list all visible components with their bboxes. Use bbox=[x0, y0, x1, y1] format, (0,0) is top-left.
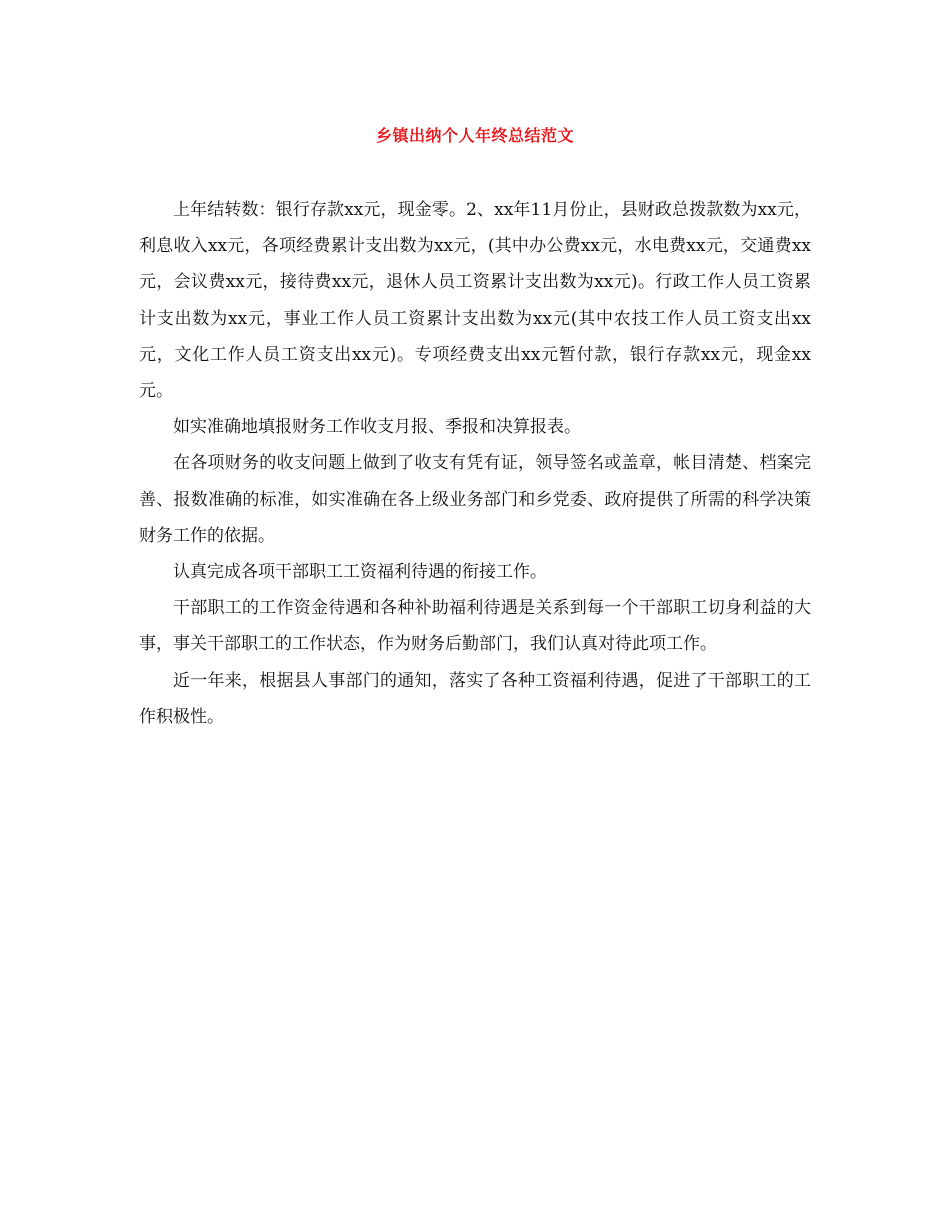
paragraph-5: 干部职工的工作资金待遇和各种补助福利待遇是关系到每一个干部职工切身利益的大事，事关干部职工的工作状态，作为财务后勤部门，我们认真对待此项工作。 bbox=[139, 598, 811, 655]
paragraph-1: 上年结转数：银行存款xx元，现金零。2、xx年11月份止，县财政总拨款数为xx元，利息收入xx元，各项经费累计支出数为xx元，(其中办公费xx元，水电费xx元，交通费xx元，会议费xx元，接待费xx元，退休人员工资累计支出数为xx元)。行政工作人员工资累计支出数为xx元，事业工作人员工资累计支出数为xx元(其中农技工作人员工资支出xx元，文化工作人员工资支出xx元)。专项经费支出xx元暂付款，银行存款xx元，现金xx元。 bbox=[139, 200, 811, 402]
document-title: 乡镇出纳个人年终总结范文 bbox=[375, 126, 574, 145]
paragraph-3: 在各项财务的收支问题上做到了收支有凭有证，领导签名或盖章，帐目清楚、档案完善、报数准确的标准，如实准确在各上级业务部门和乡党委、政府提供了所需的科学决策财务工作的依据。 bbox=[139, 453, 811, 546]
document-body bbox=[139, 192, 811, 735]
paragraph-6: 近一年来，根据县人事部门的通知，落实了各种工资福利待遇，促进了干部职工的工作积极性。 bbox=[139, 670, 811, 727]
paragraph-2: 如实准确地填报财务工作收支月报、季报和决算报表。 bbox=[173, 417, 581, 438]
paragraph-4: 认真完成各项干部职工工资福利待遇的衔接工作。 bbox=[173, 562, 547, 583]
